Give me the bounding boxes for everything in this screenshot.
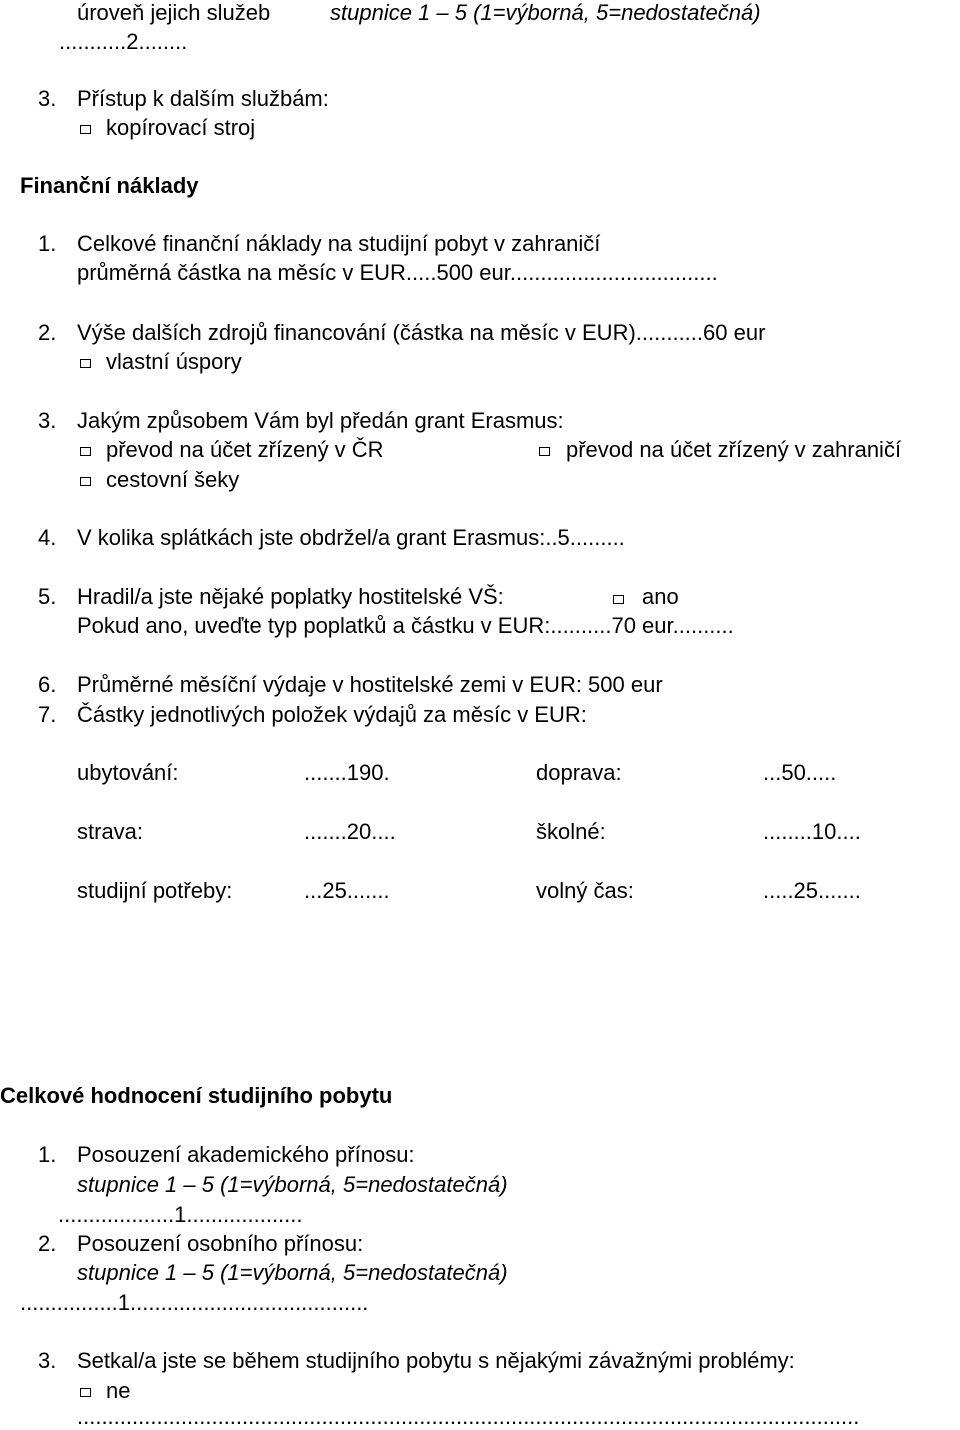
- overall-q3-number: 3.: [38, 1348, 57, 1373]
- financial-costs-heading: Finanční náklady: [20, 173, 199, 198]
- expense-transport-value: ...50.....: [763, 760, 837, 785]
- service-level-text: úroveň jejich služeb: [77, 0, 271, 25]
- checkbox-travel-cheques[interactable]: [80, 477, 91, 486]
- option-savings-label: vlastní úspory: [106, 349, 242, 374]
- costs-q4-question: V kolika splátkách jste obdržel/a grant Erasmus:..5.........: [77, 525, 625, 550]
- expense-food-label: strava:: [77, 819, 144, 844]
- costs-q3-number: 3.: [38, 408, 57, 433]
- overall-q2-question: Posouzení osobního přínosu:: [77, 1231, 364, 1256]
- expense-accommodation-value: .......190.: [304, 760, 390, 785]
- costs-q2-number: 2.: [38, 320, 57, 345]
- expense-study-label: studijní potřeby:: [77, 878, 233, 903]
- overall-evaluation-heading: Celkové hodnocení studijního pobytu: [0, 1083, 393, 1108]
- expense-transport-label: doprava:: [536, 760, 622, 785]
- costs-q5-question: Hradil/a jste nějaké poplatky hostitelské VŠ:: [77, 584, 504, 609]
- expense-leisure-value: .....25.......: [763, 878, 861, 903]
- option-transfer-abroad-label: převod na účet zřízený v zahraničí: [566, 437, 902, 462]
- overall-q2-number: 2.: [38, 1231, 57, 1256]
- costs-q5-answer: Pokud ano, uveďte typ poplatků a částku v EUR:..........70 eur..........: [77, 613, 734, 638]
- costs-q7-question: Částky jednotlivých položek výdajů za měsíc v EUR:: [77, 702, 587, 727]
- option-travel-cheques-label: cestovní šeky: [106, 467, 240, 492]
- expense-study-value: ...25.......: [304, 878, 390, 903]
- overall-q1-question: Posouzení akademického přínosu:: [77, 1142, 415, 1167]
- expense-leisure-label: volný čas:: [536, 878, 634, 903]
- overall-q2-answer: ................1.......................................: [20, 1290, 369, 1315]
- overall-q1-answer: ...................1...................: [58, 1202, 303, 1227]
- service-level-scale: stupnice 1 – 5 (1=výborná, 5=nedostatečná): [330, 0, 761, 25]
- overall-q2-scale: stupnice 1 – 5 (1=výborná, 5=nedostatečná): [77, 1260, 508, 1285]
- overall-q1-number: 1.: [38, 1142, 57, 1167]
- overall-q1-scale: stupnice 1 – 5 (1=výborná, 5=nedostatečná): [77, 1172, 508, 1197]
- option-fees-yes-label: ano: [642, 584, 679, 609]
- checkbox-savings[interactable]: [80, 359, 91, 368]
- checkbox-fees-yes[interactable]: [613, 595, 624, 604]
- checkbox-transfer-abroad[interactable]: [539, 447, 550, 456]
- services-q3-question: Přístup k dalším službám:: [77, 86, 329, 111]
- expense-tuition-value: ........10....: [763, 819, 861, 844]
- checkbox-copier[interactable]: [80, 125, 91, 134]
- costs-q1-answer: průměrná částka na měsíc v EUR.....500 eur..................................: [77, 260, 718, 285]
- overall-q3-question: Setkal/a jste se během studijního pobytu s nějakými závažnými problémy:: [77, 1348, 795, 1373]
- expense-tuition-label: školné:: [536, 819, 606, 844]
- costs-q2-question: Výše dalších zdrojů financování (částka na měsíc v EUR)...........60 eur: [77, 320, 766, 345]
- costs-q6-number: 6.: [38, 672, 57, 697]
- checkbox-transfer-cz[interactable]: [80, 447, 91, 456]
- costs-q5-number: 5.: [38, 584, 57, 609]
- option-transfer-cz-label: převod na účet zřízený v ČR: [106, 437, 384, 462]
- services-q3-number: 3.: [38, 86, 57, 111]
- costs-q4-number: 4.: [38, 525, 57, 550]
- option-copier-label: kopírovací stroj: [106, 115, 256, 140]
- costs-q1-question: Celkové finanční náklady na studijní pobyt v zahraničí: [77, 231, 601, 256]
- checkbox-problems-no[interactable]: [80, 1388, 91, 1397]
- costs-q7-number: 7.: [38, 702, 57, 727]
- overall-q3-answer: ................................................................................................................................: [77, 1404, 860, 1429]
- costs-q3-question: Jakým způsobem Vám byl předán grant Erasmus:: [77, 408, 564, 433]
- service-level-answer: ...........2........: [59, 29, 188, 54]
- costs-q6-question: Průměrné měsíční výdaje v hostitelské zemi v EUR: 500 eur: [77, 672, 663, 697]
- expense-accommodation-label: ubytování:: [77, 760, 179, 785]
- expense-food-value: .......20....: [304, 819, 396, 844]
- costs-q1-number: 1.: [38, 231, 57, 256]
- option-problems-no-label: ne: [106, 1378, 131, 1403]
